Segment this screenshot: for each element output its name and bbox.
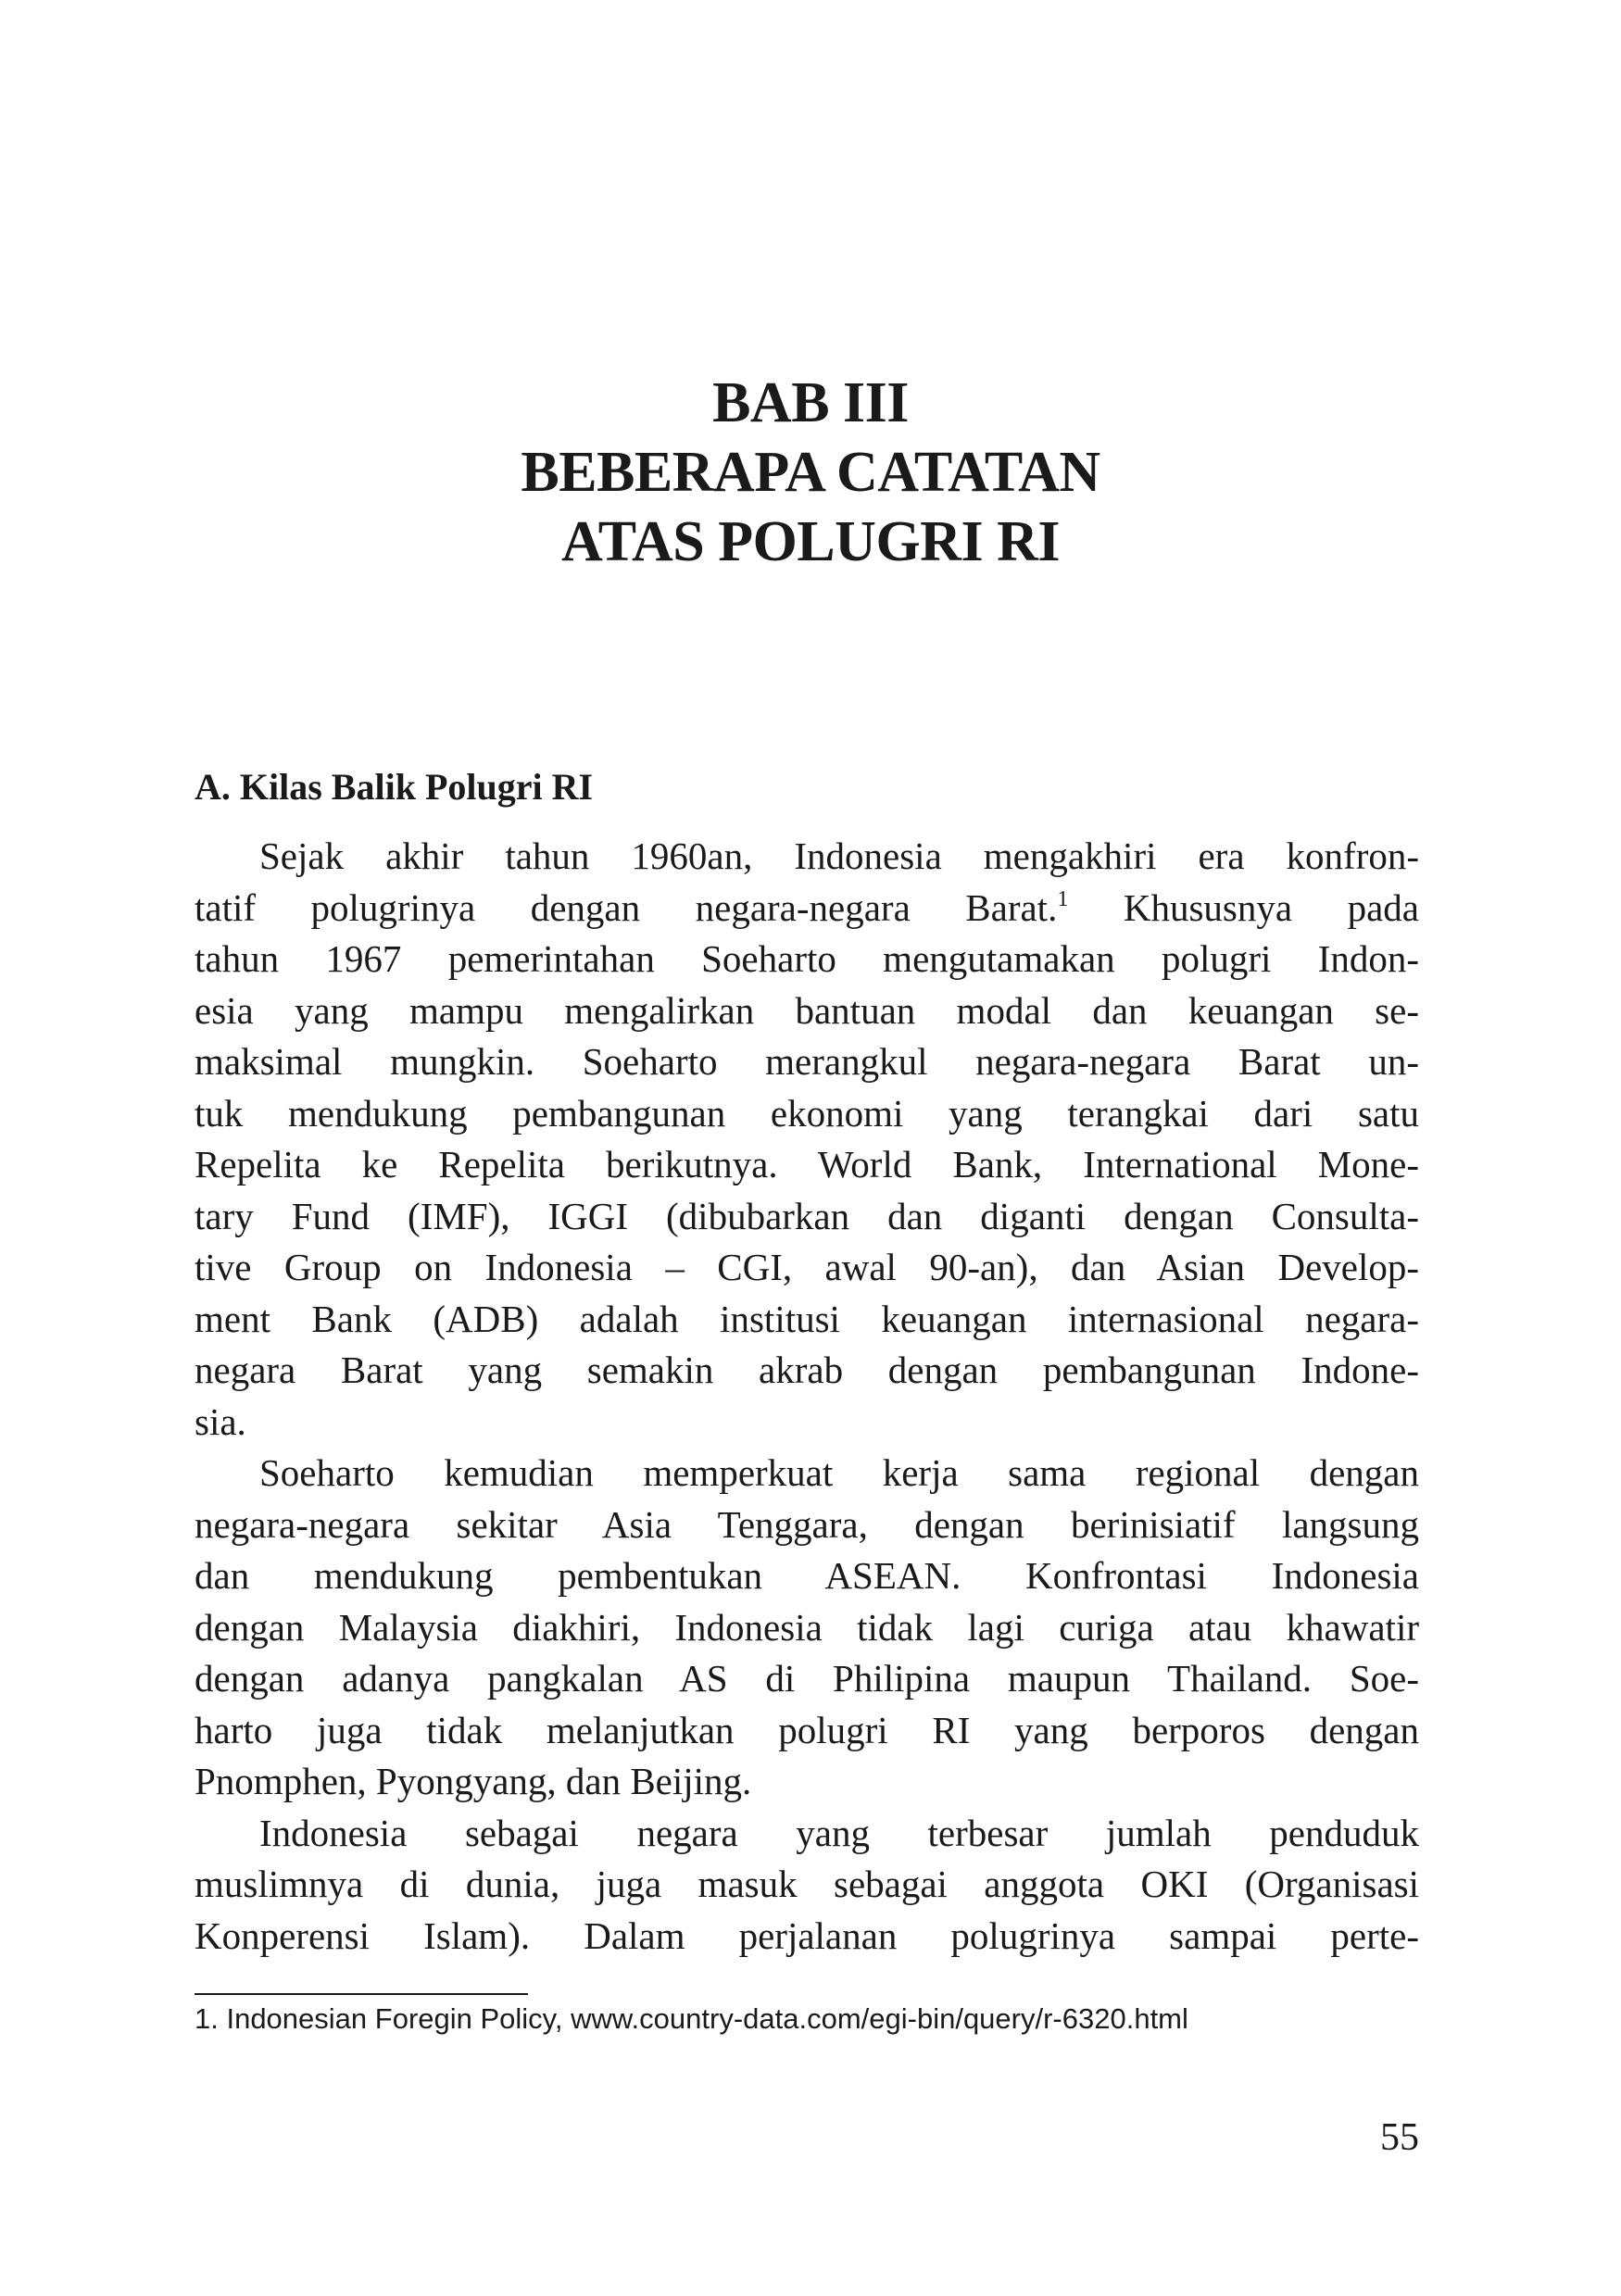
text-line: dan mendukung pembentukan ASEAN. Konfrontasi Indonesia <box>195 1554 1419 1597</box>
text-line: Soeharto kemudian memperkuat kerja sama regional dengan <box>259 1451 1419 1494</box>
text-line: tahun 1967 pemerintahan Soeharto mengutamakan polugri Indon- <box>195 937 1419 980</box>
footnote-divider <box>195 1993 528 1995</box>
text-line <box>195 883 1419 935</box>
text-line: dengan Malaysia diakhiri, Indonesia tidak lagi curiga atau khawatir <box>195 1605 1419 1649</box>
paragraph-1 <box>195 831 1419 1448</box>
paragraph-3 <box>195 1808 1419 1963</box>
text-line: Repelita ke Repelita berikutnya. World Bank, International Mone- <box>195 1143 1419 1186</box>
text-line: tive Group on Indonesia – CGI, awal 90-an), dan Asian Develop- <box>195 1246 1419 1288</box>
text-line-part: Khususnya pada <box>1068 885 1419 929</box>
text-line: harto juga tidak melanjutkan polugri RI yang berporos dengan <box>195 1708 1419 1751</box>
text-line: esia yang mampu mengalirkan bantuan modal dan keuangan se- <box>195 988 1419 1032</box>
text-line: tary Fund (IMF), IGGI (dibubarkan dan diganti dengan Consulta- <box>195 1194 1419 1237</box>
text-line: sia. <box>195 1399 246 1443</box>
text-line: Pnomphen, Pyongyang, dan Beijing. <box>195 1760 752 1802</box>
text-line: ment Bank (ADB) adalah institusi keuangan internasional negara- <box>195 1297 1419 1340</box>
paragraph-2 <box>195 1448 1419 1808</box>
chapter-number: BAB III <box>712 371 909 434</box>
footnote-reference: 1 <box>1057 886 1069 911</box>
chapter-title <box>0 369 1621 577</box>
page-number: 55 <box>1380 2116 1419 2159</box>
text-line: Sejak akhir tahun 1960an, Indonesia mengakhiri era konfron- <box>259 834 1419 877</box>
text-line-part: tatif polugrinya dengan negara-negara Barat. <box>195 885 1058 929</box>
text-line: Indonesia sebagai negara yang terbesar jumlah penduduk <box>259 1811 1419 1854</box>
text-line: dengan adanya pangkalan AS di Philipina maupun Thailand. Soe- <box>195 1657 1419 1700</box>
text-line: Konperensi Islam). Dalam perjalanan polugrinya sampai perte- <box>195 1913 1419 1957</box>
text-line: negara-negara sekitar Asia Tenggara, dengan berinisiatif langsung <box>195 1502 1419 1546</box>
section-heading: A. Kilas Balik Polugri RI <box>195 766 594 808</box>
chapter-title-line-1: BEBERAPA CATATAN <box>521 441 1100 504</box>
body-text <box>195 831 1419 1962</box>
text-line: tuk mendukung pembangunan ekonomi yang terangkai dari satu <box>195 1091 1419 1135</box>
footnote: 1. Indonesian Foregin Policy, www.country-data.com/egi-bin/query/r-6320.html <box>195 2002 1188 2035</box>
text-line: maksimal mungkin. Soeharto merangkul negara-negara Barat un- <box>195 1040 1419 1083</box>
chapter-title-line-2: ATAS POLUGRI RI <box>561 510 1060 573</box>
text-line: negara Barat yang semakin akrab dengan pembangunan Indone- <box>195 1349 1419 1391</box>
text-line: muslimnya di dunia, juga masuk sebagai anggota OKI (Organisasi <box>195 1863 1419 1905</box>
